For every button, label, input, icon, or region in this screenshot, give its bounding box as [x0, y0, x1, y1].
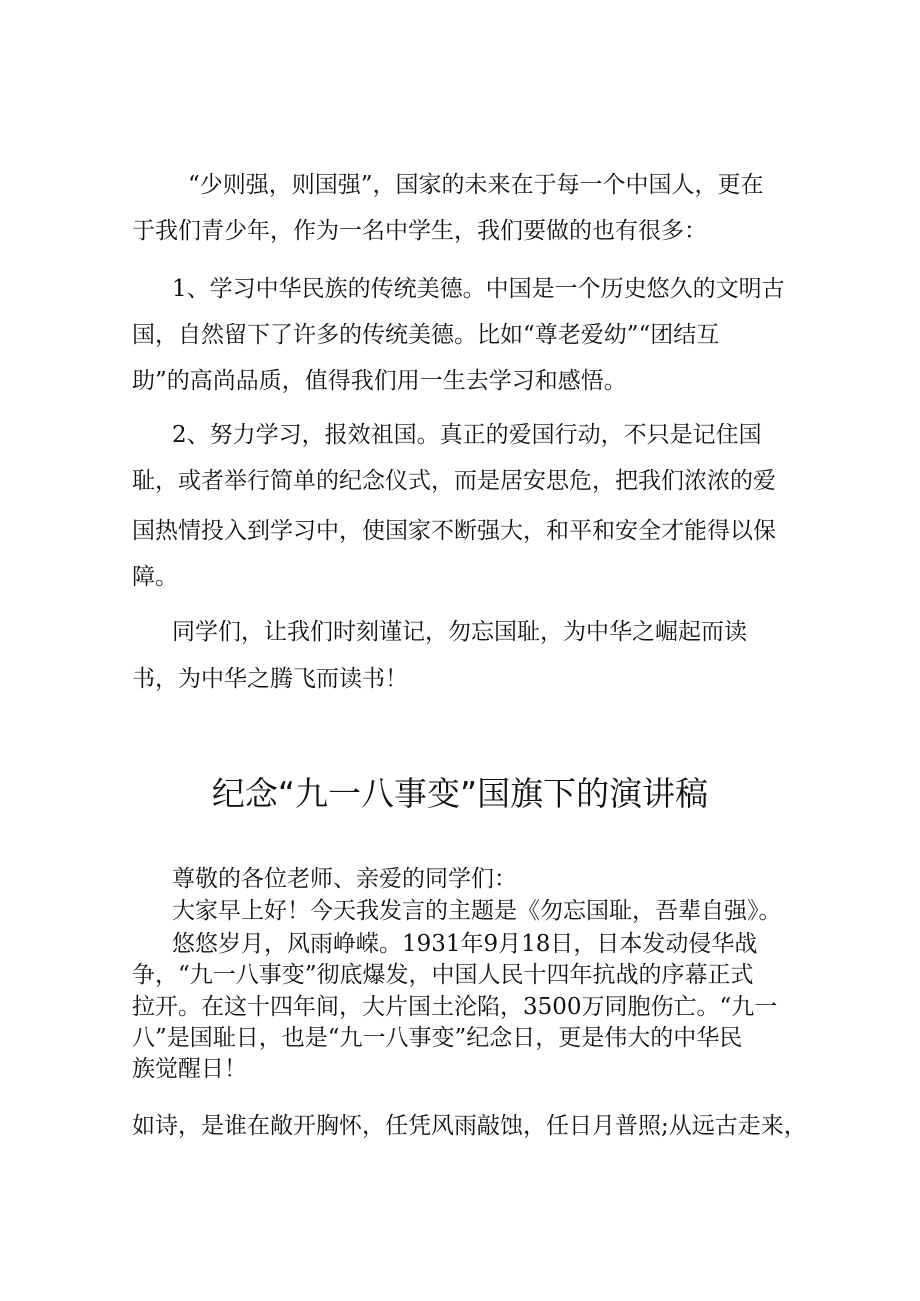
- paragraph-line: 同学们，让我们时刻谨记，勿忘国耻，为中华之崛起而读: [172, 619, 747, 645]
- paragraph-line: 耻，或者举行简单的纪念仪式，而是居安思危，把我们浓浓的爱: [132, 468, 776, 494]
- paragraph-line: 争，“九一八事变”彻底爆发，中国人民十四年抗战的序幕正式: [132, 962, 754, 988]
- paragraph-line: 国，自然留下了许多的传统美德。比如“尊老爱幼”“团结互: [132, 322, 720, 348]
- paragraph-line: 拉开。在这十四年间，大片国土沦陷，3500万同胞伤亡。“九一: [132, 994, 778, 1020]
- paragraph-line: 八”是国耻日，也是“九一八事变”纪念日，更是伟大的中华民: [132, 1025, 743, 1051]
- paragraph-line: 于我们青少年，作为一名中学生，我们要做的也有很多：: [132, 218, 707, 244]
- paragraph-line: “少则强，则国强”，国家的未来在于每一个中国人，更在: [188, 172, 764, 198]
- page-title: 纪念“九一八事变”国旗下的演讲稿: [211, 774, 709, 813]
- paragraph-line: 悠悠岁月，风雨峥嵘。1931年9月18日，日本发动侵华战: [172, 931, 758, 957]
- paragraph-line: 族觉醒日！: [132, 1056, 247, 1082]
- paragraph-line: 助”的高尚品质，值得我们用一生去学习和感悟。: [132, 368, 627, 394]
- paragraph-line: 1、学习中华民族的传统美德。中国是一个历史悠久的文明古: [172, 276, 785, 302]
- paragraph-line: 障。: [132, 564, 178, 590]
- poem-line: 如诗，是谁在敞开胸怀，任凭风雨敲蚀，任日月普照;从远古走来，: [132, 1113, 807, 1139]
- greeting-line: 尊敬的各位老师、亲爱的同学们：: [172, 866, 517, 892]
- paragraph-line: 2、努力学习，报效祖国。真正的爱国行动，不只是记住国: [172, 422, 762, 448]
- paragraph-line: 国热情投入到学习中，使国家不断强大，和平和安全才能得以保: [132, 518, 776, 544]
- intro-line: 大家早上好！今天我发言的主题是《勿忘国耻，吾辈自强》。: [172, 898, 782, 924]
- paragraph-line: 书，为中华之腾飞而读书！: [132, 666, 408, 692]
